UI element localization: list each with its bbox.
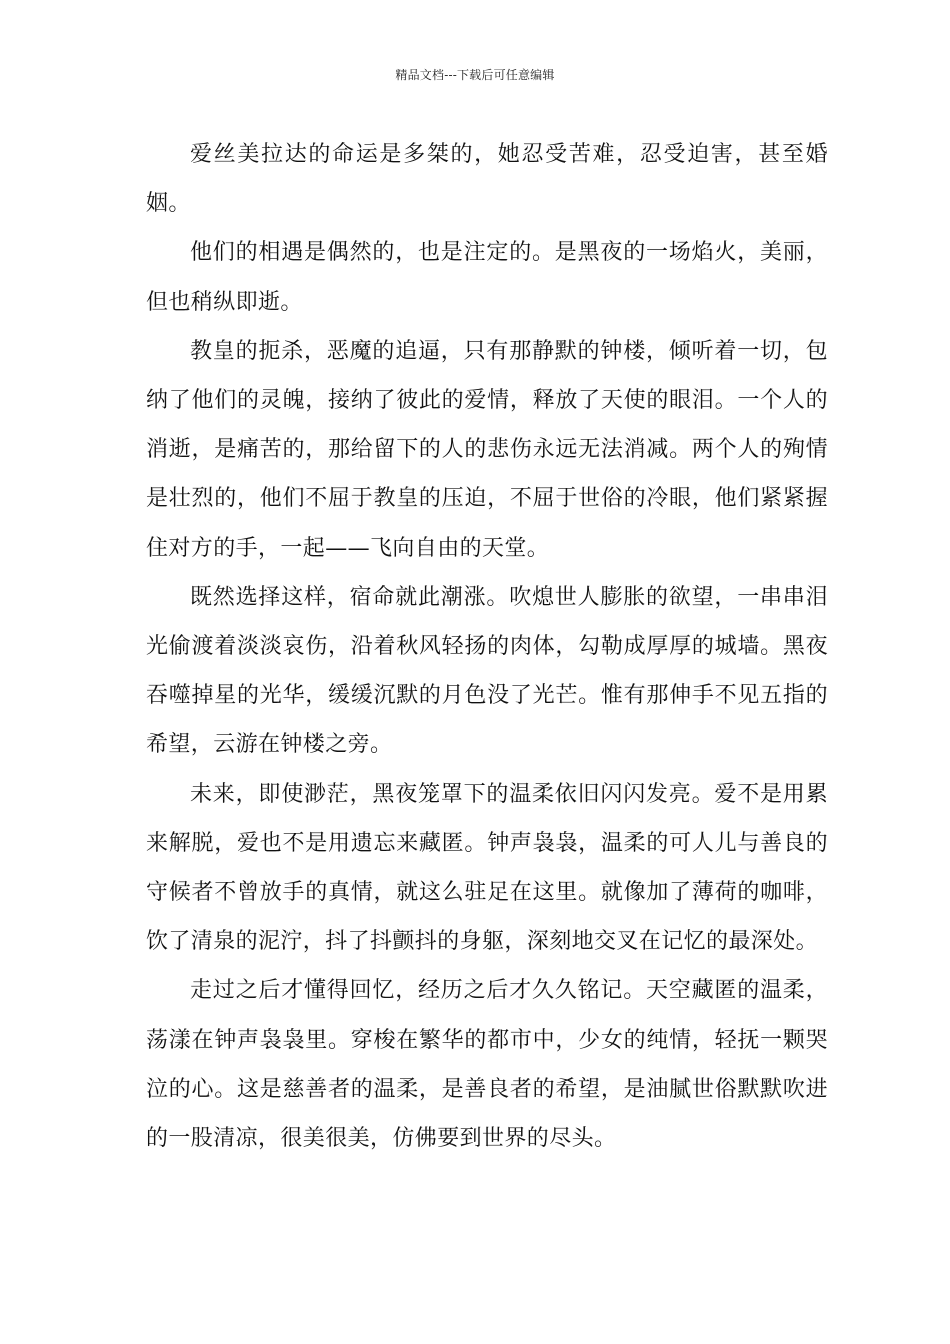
paragraph-1: 爱丝美拉达的命运是多桀的，她忍受苦难，忍受迫害，甚至婚姻。 <box>146 142 828 217</box>
paragraph-2: 他们的相遇是偶然的，也是注定的。是黑夜的一场焰火，美丽，但也稍纵即逝。 <box>146 240 828 315</box>
article-body <box>146 130 828 1163</box>
page-header: 精品文档---下载后可任意编辑 <box>395 68 555 82</box>
paragraph-5: 未来，即使渺茫，黑夜笼罩下的温柔依旧闪闪发亮。爱不是用累来解脱，爱也不是用遗忘来藏匿。钟声袅袅，温柔的可人儿与善良的守候者不曾放手的真情，就这么驻足在这里。就像加了薄荷的咖啡，饮了清泉的泥泞，抖了抖颤抖的身躯，深刻地交叉在记忆的最深处。 <box>146 781 828 955</box>
paragraph-3: 教皇的扼杀，恶魔的追逼，只有那静默的钟楼，倾听着一切，包纳了他们的灵魄，接纳了彼此的爱情，释放了天使的眼泪。一个人的消逝，是痛苦的，那给留下的人的悲伤永远无法消减。两个人的殉情是壮烈的，他们不屈于教皇的压迫，不屈于世俗的冷眼，他们紧紧握住对方的手，一起——飞向自由的天堂。 <box>146 338 828 561</box>
paragraph-6: 走过之后才懂得回忆，经历之后才久久铭记。天空藏匿的温柔，荡漾在钟声袅袅里。穿梭在繁华的都市中，少女的纯情，轻抚一颗哭泣的心。这是慈善者的温柔，是善良者的希望，是油腻世俗默默吹进的一股清凉，很美很美，仿佛要到世界的尽头。 <box>146 978 828 1152</box>
paragraph-4: 既然选择这样，宿命就此潮涨。吹熄世人膨胀的欲望，一串串泪光偷渡着淡淡哀伤，沿着秋风轻扬的肉体，勾勒成厚厚的城墙。黑夜吞噬掉星的光华，缓缓沉默的月色没了光芒。惟有那伸手不见五指的希望，云游在钟楼之旁。 <box>146 584 828 758</box>
